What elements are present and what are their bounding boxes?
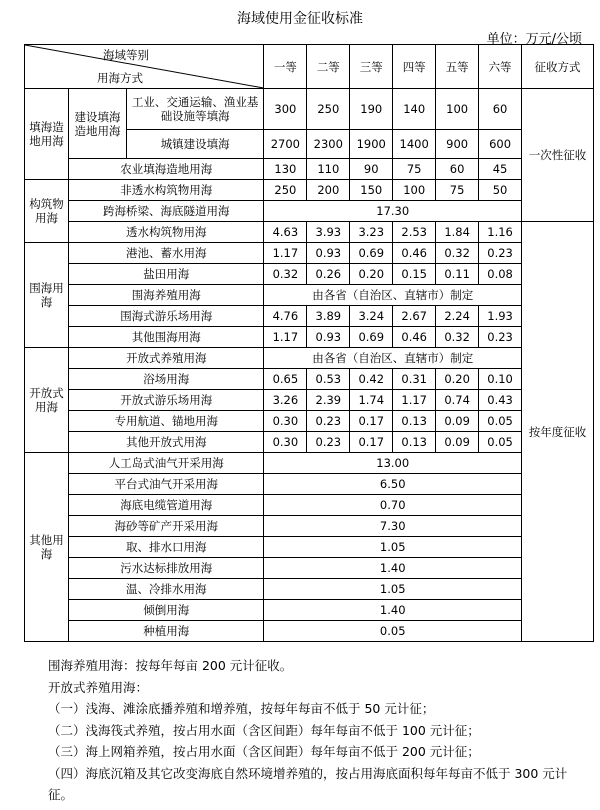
value-cell: 1.17 bbox=[264, 243, 307, 264]
value-cell: 4.63 bbox=[264, 222, 307, 243]
category-cell: 其他用海 bbox=[25, 453, 69, 642]
value-cell: 100 bbox=[436, 89, 479, 130]
value-cell: 1400 bbox=[393, 130, 436, 159]
value-cell: 3.24 bbox=[350, 306, 393, 327]
table-header-row bbox=[25, 45, 594, 89]
diagonal-header-cell bbox=[25, 45, 264, 89]
table-row bbox=[25, 495, 594, 516]
value-cell: 0.46 bbox=[393, 327, 436, 348]
value-cell: 3.26 bbox=[264, 390, 307, 411]
value-cell: 60 bbox=[436, 159, 479, 180]
table-row bbox=[25, 243, 594, 264]
value-cell: 1.40 bbox=[264, 558, 522, 579]
value-cell: 300 bbox=[264, 89, 307, 130]
table-row bbox=[25, 579, 594, 600]
value-cell: 0.08 bbox=[479, 264, 522, 285]
value-cell: 0.70 bbox=[264, 495, 522, 516]
table-row bbox=[25, 327, 594, 348]
value-cell: 17.30 bbox=[264, 201, 522, 222]
value-cell: 0.30 bbox=[264, 432, 307, 453]
grade-header: 三等 bbox=[350, 45, 393, 89]
value-cell: 0.17 bbox=[350, 411, 393, 432]
value-cell: 7.30 bbox=[264, 516, 522, 537]
header-usage-label: 用海方式 bbox=[97, 71, 143, 85]
value-cell: 0.23 bbox=[307, 411, 350, 432]
value-cell: 0.30 bbox=[264, 411, 307, 432]
table-row bbox=[25, 369, 594, 390]
table-row bbox=[25, 89, 594, 130]
value-cell: 250 bbox=[264, 180, 307, 201]
table-row bbox=[25, 264, 594, 285]
value-cell: 由各省（自治区、直辖市）制定 bbox=[264, 348, 522, 369]
row-label: 海砂等矿产开采用海 bbox=[69, 516, 264, 537]
row-label: 城镇建设填海 bbox=[126, 130, 263, 159]
note-line: 围海养殖用海：按每年每亩 200 元计征收。 bbox=[48, 658, 293, 673]
value-cell: 75 bbox=[393, 159, 436, 180]
table-row bbox=[25, 558, 594, 579]
grade-header: 六等 bbox=[479, 45, 522, 89]
table-row bbox=[25, 306, 594, 327]
row-label: 专用航道、锚地用海 bbox=[69, 411, 264, 432]
value-cell: 2.39 bbox=[307, 390, 350, 411]
value-cell: 1.40 bbox=[264, 600, 522, 621]
category-cell: 围海用海 bbox=[25, 243, 69, 348]
table-row bbox=[25, 453, 594, 474]
grade-header: 五等 bbox=[436, 45, 479, 89]
value-cell: 200 bbox=[307, 180, 350, 201]
value-cell: 0.23 bbox=[479, 243, 522, 264]
value-cell: 1900 bbox=[350, 130, 393, 159]
value-cell: 0.32 bbox=[436, 327, 479, 348]
category-cell: 填海造地用海 bbox=[25, 89, 69, 180]
row-label: 海底电缆管道用海 bbox=[69, 495, 264, 516]
value-cell: 0.20 bbox=[436, 369, 479, 390]
table-row bbox=[25, 411, 594, 432]
row-label: 开放式游乐场用海 bbox=[69, 390, 264, 411]
value-cell: 0.31 bbox=[393, 369, 436, 390]
value-cell: 0.10 bbox=[479, 369, 522, 390]
value-cell: 2.24 bbox=[436, 306, 479, 327]
value-cell: 0.11 bbox=[436, 264, 479, 285]
value-cell: 0.74 bbox=[436, 390, 479, 411]
subcategory-cell: 建设填海造地用海 bbox=[69, 89, 127, 159]
table-row bbox=[25, 621, 594, 642]
value-cell: 0.93 bbox=[307, 243, 350, 264]
note-line: （一）浅海、滩涂底播养殖和增养殖，按每年每亩不低于 50 元计征； bbox=[48, 701, 435, 716]
value-cell: 0.69 bbox=[350, 243, 393, 264]
value-cell: 0.13 bbox=[393, 432, 436, 453]
table-row bbox=[25, 390, 594, 411]
value-cell: 0.43 bbox=[479, 390, 522, 411]
table-row bbox=[25, 474, 594, 495]
table-row bbox=[25, 180, 594, 201]
value-cell: 0.32 bbox=[264, 264, 307, 285]
value-cell: 0.42 bbox=[350, 369, 393, 390]
value-cell: 3.93 bbox=[307, 222, 350, 243]
row-label: 透水构筑物用海 bbox=[69, 222, 264, 243]
row-label: 围海式游乐场用海 bbox=[69, 306, 264, 327]
row-label: 跨海桥梁、海底隧道用海 bbox=[69, 201, 264, 222]
value-cell: 由各省（自治区、直辖市）制定 bbox=[264, 285, 522, 306]
value-cell: 3.89 bbox=[307, 306, 350, 327]
value-cell: 1.93 bbox=[479, 306, 522, 327]
row-label: 港池、蓄水用海 bbox=[69, 243, 264, 264]
value-cell: 0.93 bbox=[307, 327, 350, 348]
table-row bbox=[25, 348, 594, 369]
value-cell: 0.46 bbox=[393, 243, 436, 264]
page-title: 海域使用金征收标准 bbox=[237, 11, 363, 27]
value-cell: 45 bbox=[479, 159, 522, 180]
value-cell: 90 bbox=[350, 159, 393, 180]
header-sea-grade-label: 海域等别 bbox=[103, 48, 149, 62]
value-cell: 100 bbox=[393, 180, 436, 201]
row-label: 浴场用海 bbox=[69, 369, 264, 390]
value-cell: 1.05 bbox=[264, 537, 522, 558]
row-label: 人工岛式油气开采用海 bbox=[69, 453, 264, 474]
table-row bbox=[25, 159, 594, 180]
table-row bbox=[25, 222, 594, 243]
unit-label: 单位：万元/公顷 bbox=[486, 32, 582, 47]
row-label: 盐田用海 bbox=[69, 264, 264, 285]
value-cell: 2300 bbox=[307, 130, 350, 159]
category-cell: 构筑物用海 bbox=[25, 180, 69, 243]
value-cell: 0.05 bbox=[264, 621, 522, 642]
value-cell: 3.23 bbox=[350, 222, 393, 243]
table-row bbox=[25, 600, 594, 621]
value-cell: 13.00 bbox=[264, 453, 522, 474]
value-cell: 0.23 bbox=[307, 432, 350, 453]
value-cell: 2700 bbox=[264, 130, 307, 159]
value-cell: 0.13 bbox=[393, 411, 436, 432]
row-label: 工业、交通运输、渔业基础设施等填海 bbox=[126, 89, 263, 130]
value-cell: 75 bbox=[436, 180, 479, 201]
value-cell: 1.17 bbox=[393, 390, 436, 411]
row-label: 温、冷排水用海 bbox=[69, 579, 264, 600]
value-cell: 0.26 bbox=[307, 264, 350, 285]
fee-table bbox=[24, 44, 594, 642]
note-line: 开放式养殖用海： bbox=[48, 679, 149, 695]
value-cell: 1.05 bbox=[264, 579, 522, 600]
row-label: 围海养殖用海 bbox=[69, 285, 264, 306]
row-label: 农业填海造地用海 bbox=[69, 159, 264, 180]
note-line: （四）海底沉箱及其它改变海底自然环境增养殖的，按占用海底面积每年每亩不低于 300 元计征。 bbox=[48, 765, 568, 802]
value-cell: 600 bbox=[479, 130, 522, 159]
row-label: 其他开放式用海 bbox=[69, 432, 264, 453]
value-cell: 110 bbox=[307, 159, 350, 180]
value-cell: 0.65 bbox=[264, 369, 307, 390]
row-label: 其他围海用海 bbox=[69, 327, 264, 348]
category-cell: 开放式用海 bbox=[25, 348, 69, 453]
value-cell: 0.53 bbox=[307, 369, 350, 390]
value-cell: 0.23 bbox=[479, 327, 522, 348]
row-label: 倾倒用海 bbox=[69, 600, 264, 621]
grade-header: 二等 bbox=[307, 45, 350, 89]
method-header: 征收方式 bbox=[522, 45, 594, 89]
table-row bbox=[25, 285, 594, 306]
value-cell: 0.32 bbox=[436, 243, 479, 264]
value-cell: 900 bbox=[436, 130, 479, 159]
value-cell: 0.17 bbox=[350, 432, 393, 453]
value-cell: 0.09 bbox=[436, 411, 479, 432]
value-cell: 1.17 bbox=[264, 327, 307, 348]
value-cell: 0.05 bbox=[479, 432, 522, 453]
notes-section bbox=[24, 655, 590, 806]
value-cell: 150 bbox=[350, 180, 393, 201]
value-cell: 0.09 bbox=[436, 432, 479, 453]
value-cell: 0.69 bbox=[350, 327, 393, 348]
value-cell: 2.67 bbox=[393, 306, 436, 327]
value-cell: 0.20 bbox=[350, 264, 393, 285]
value-cell: 2.53 bbox=[393, 222, 436, 243]
row-label: 取、排水口用海 bbox=[69, 537, 264, 558]
value-cell: 130 bbox=[264, 159, 307, 180]
grade-header: 一等 bbox=[264, 45, 307, 89]
row-label: 非透水构筑物用海 bbox=[69, 180, 264, 201]
value-cell: 190 bbox=[350, 89, 393, 130]
method-cell: 一次性征收 bbox=[522, 89, 594, 222]
note-line: （二）浅海筏式养殖，按占用水面（含区间距）每年每亩不低于 100 元计征； bbox=[48, 722, 480, 738]
value-cell: 4.76 bbox=[264, 306, 307, 327]
row-label: 种植用海 bbox=[69, 621, 264, 642]
value-cell: 6.50 bbox=[264, 474, 522, 495]
row-label: 开放式养殖用海 bbox=[69, 348, 264, 369]
table-row bbox=[25, 516, 594, 537]
note-line: （三）海上网箱养殖，按占用水面（含区间距）每年每亩不低于 200 元计征； bbox=[48, 744, 480, 759]
value-cell: 1.74 bbox=[350, 390, 393, 411]
table-row bbox=[25, 201, 594, 222]
value-cell: 0.15 bbox=[393, 264, 436, 285]
value-cell: 140 bbox=[393, 89, 436, 130]
method-cell: 按年度征收 bbox=[522, 222, 594, 642]
value-cell: 1.84 bbox=[436, 222, 479, 243]
table-row bbox=[25, 432, 594, 453]
row-label: 污水达标排放用海 bbox=[69, 558, 264, 579]
value-cell: 250 bbox=[307, 89, 350, 130]
table-row bbox=[25, 537, 594, 558]
value-cell: 1.16 bbox=[479, 222, 522, 243]
value-cell: 50 bbox=[479, 180, 522, 201]
value-cell: 60 bbox=[479, 89, 522, 130]
value-cell: 0.05 bbox=[479, 411, 522, 432]
row-label: 平台式油气开采用海 bbox=[69, 474, 264, 495]
grade-header: 四等 bbox=[393, 45, 436, 89]
